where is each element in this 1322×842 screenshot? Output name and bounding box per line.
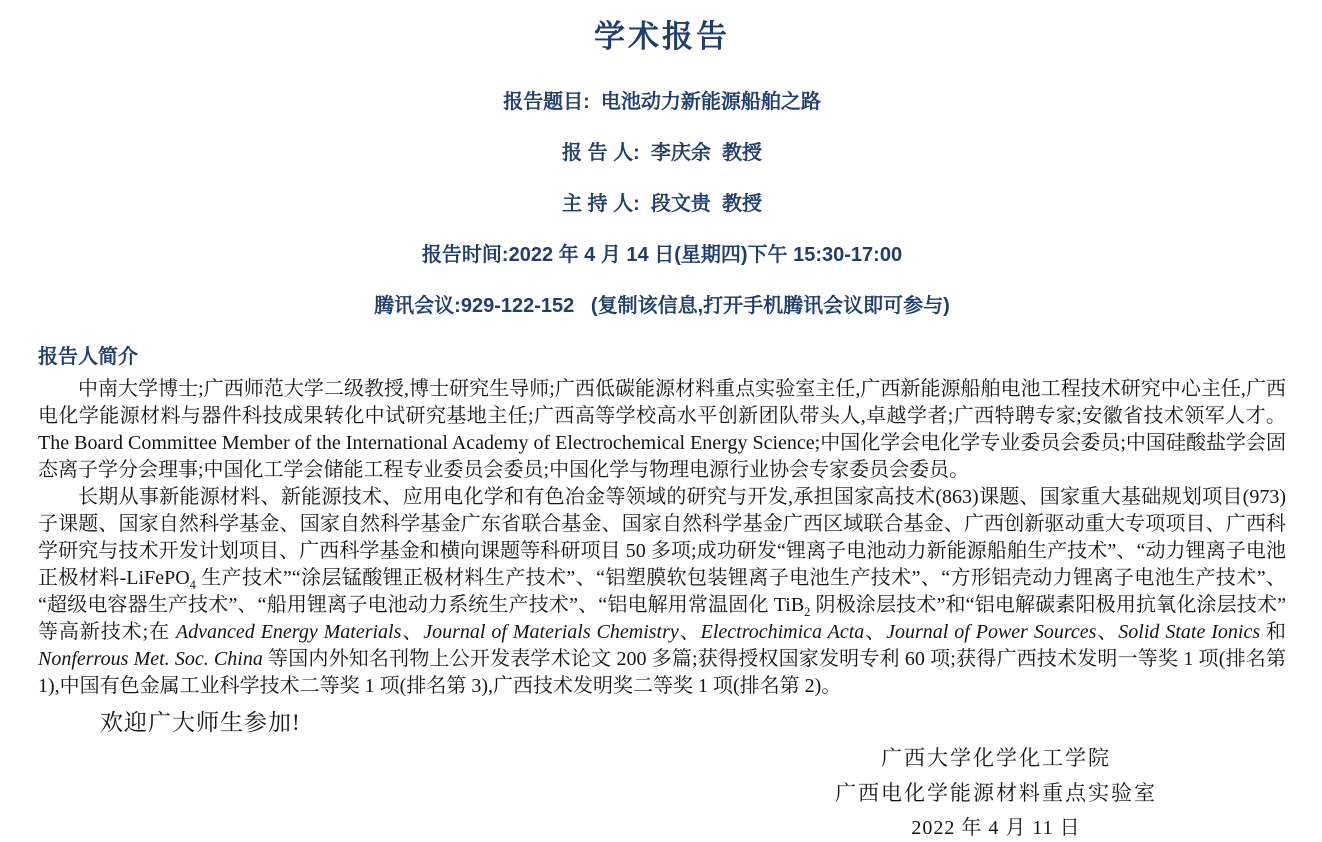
topic-line: 报告题目: 电池动力新能源船舶之路 [503,91,821,113]
host-line: 主 持 人: 段文贵 教授 [562,193,762,215]
bio-heading: 报告人简介 [38,346,138,368]
page-title: 学术报告 [594,19,730,54]
report-meta-block [38,89,1286,319]
bio-paragraph-1: 中南大学博士;广西师范大学二级教授,博士研究生导师;广西低碳能源材料重点实验室主任,广西新能源船舶电池工程技术研究中心主任,广西电化学能源材料与器件科技成果转化中试研究基地主任;广西高等学校高水平创新团队带头人,卓越学者;广西特聘专家;安徽省技术领军人才。The Board Committee Member of the International Academy of Electrochemical Energy Science;中国化学会电化学专业委员会委员;中国硅酸盐学会固态离子学分会理事;中国化工学会储能工程专业委员会委员;中国化学与物理电源行业协会专家委员会委员。 [38,378,1286,481]
bio-paragraph-2: 长期从事新能源材料、新能源技术、应用电化学和有色冶金等领域的研究与开发,承担国家高技术(863)课题、国家重大基础规划项目(973)子课题、国家自然科学基金、国家自然科学基金广东省联合基金、国家自然科学基金广西区域联合基金、广西创新驱动重大专项项目、广西科学研究与技术开发计划项目、广西科学基金和横向课题等科研项目 50 多项;成功研发“锂离子电池动力新能源船舶生产技术”、“动力锂离子电池正极材料-LiFePO$_4$ 生产技术”“涂层锰酸锂正极材料生产技术”、“铝塑膜软包装锂离子电池生产技术”、“方形铝壳动力锂离子电池生产技术”、“超级电容器生产技术”、“船用锂离子电池动力系统生产技术”、“铝电解用常温固化 TiB$_2$ 阴极涂层技术”和“铝电解碳素阳极用抗氧化涂层技术”等高新技术;在 Advanced Energy Materials、Journal of Materials Chemistry、Electrochimica Acta、Journal of Power Sources、Solid State Ionics 和 Nonferrous Met. Soc. China 等国内外知名刊物上公开发表学术论文 200 多篇;获得授权国家发明专利 60 项;获得广西技术发明一等奖 1 项(排名第 1),中国有色金属工业科学技术二等奖 1 项(排名第 3),广西技术发明奖二等奖 1 项(排名第 2)。 [38,486,1287,697]
time-line: 报告时间:2022 年 4 月 14 日(星期四)下午 15:30-17:00 [421,244,903,266]
signature-date: 2022 年 4 月 11 日 [911,817,1081,839]
signature-org-1: 广西大学化学化工学院 [881,746,1111,770]
speaker-line: 报 告 人: 李庆余 教授 [562,142,762,164]
meeting-line: 腾讯会议:929-122-152 (复制该信息,打开手机腾讯会议即可参与) [374,295,950,317]
bio-section [38,344,1286,700]
signature-org-2: 广西电化学能源材料重点实验室 [835,781,1157,805]
signature-block [816,744,1176,842]
welcome-line: 欢迎广大师生参加! [100,710,301,735]
